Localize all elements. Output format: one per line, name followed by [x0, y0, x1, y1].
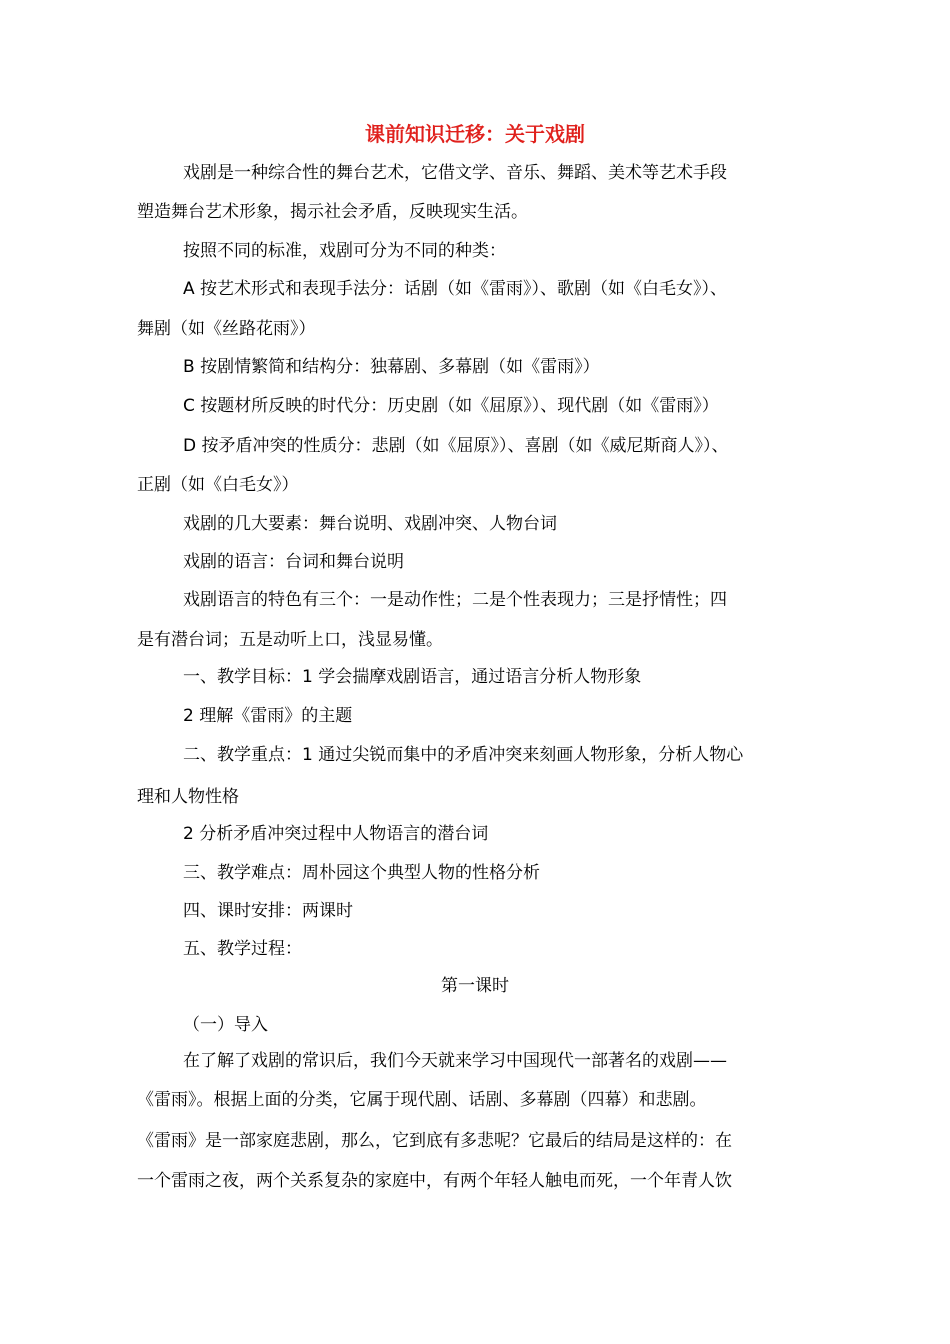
paragraph-line: 一、教学目标：1 学会揣摩戏剧语言，通过语言分析人物形象: [183, 667, 642, 687]
paragraph-line: 按照不同的标准，戏剧可分为不同的种类：: [183, 241, 506, 261]
paragraph-line: 塑造舞台艺术形象，揭示社会矛盾，反映现实生活。: [137, 202, 528, 222]
section-heading: 第一课时: [441, 976, 509, 996]
document-title: 课前知识迁移：关于戏剧: [365, 122, 585, 146]
paragraph-line: A 按艺术形式和表现手法分：话剧（如《雷雨》）、歌剧（如《白毛女》）、: [183, 279, 728, 299]
paragraph-line: 在了解了戏剧的常识后，我们今天就来学习中国现代一部著名的戏剧——: [183, 1051, 727, 1071]
paragraph-line: D 按矛盾冲突的性质分：悲剧（如《屈原》）、喜剧（如《威尼斯商人》）、: [183, 436, 729, 456]
paragraph-line: 戏剧语言的特色有三个：一是动作性；二是个性表现力；三是抒情性；四: [183, 590, 727, 610]
paragraph-line: 戏剧的语言：台词和舞台说明: [183, 552, 404, 572]
paragraph-line: 戏剧的几大要素：舞台说明、戏剧冲突、人物台词: [183, 514, 557, 534]
paragraph-line: B 按剧情繁简和结构分：独幕剧、多幕剧（如《雷雨》）: [183, 357, 600, 377]
paragraph-line: （一）导入: [183, 1015, 268, 1035]
paragraph-line: 四、课时安排：两课时: [183, 901, 353, 921]
paragraph-line: 五、教学过程：: [183, 939, 302, 959]
paragraph-line: 是有潜台词；五是动听上口，浅显易懂。: [137, 630, 443, 650]
paragraph-line: 《雷雨》。根据上面的分类，它属于现代剧、话剧、多幕剧（四幕）和悲剧。: [137, 1090, 707, 1110]
paragraph-line: 2 理解《雷雨》的主题: [183, 706, 353, 726]
paragraph-line: 戏剧是一种综合性的舞台艺术，它借文学、音乐、舞蹈、美术等艺术手段: [183, 163, 727, 183]
paragraph-line: 《雷雨》是一部家庭悲剧，那么，它到底有多悲呢？它最后的结局是这样的：在: [137, 1131, 732, 1151]
paragraph-line: C 按题材所反映的时代分：历史剧（如《屈原》）、现代剧（如《雷雨》）: [183, 396, 719, 416]
paragraph-line: 2 分析矛盾冲突过程中人物语言的潜台词: [183, 824, 489, 844]
paragraph-line: 三、教学难点：周朴园这个典型人物的性格分析: [183, 863, 540, 883]
paragraph-line: 舞剧（如《丝路花雨》）: [137, 319, 316, 339]
paragraph-line: 正剧（如《白毛女》）: [137, 475, 299, 495]
paragraph-line: 二、教学重点：1 通过尖锐而集中的矛盾冲突来刻画人物形象，分析人物心: [183, 745, 744, 765]
paragraph-line: 一个雷雨之夜，两个关系复杂的家庭中，有两个年轻人触电而死，一个年青人饮: [137, 1171, 732, 1191]
paragraph-line: 理和人物性格: [137, 787, 239, 807]
